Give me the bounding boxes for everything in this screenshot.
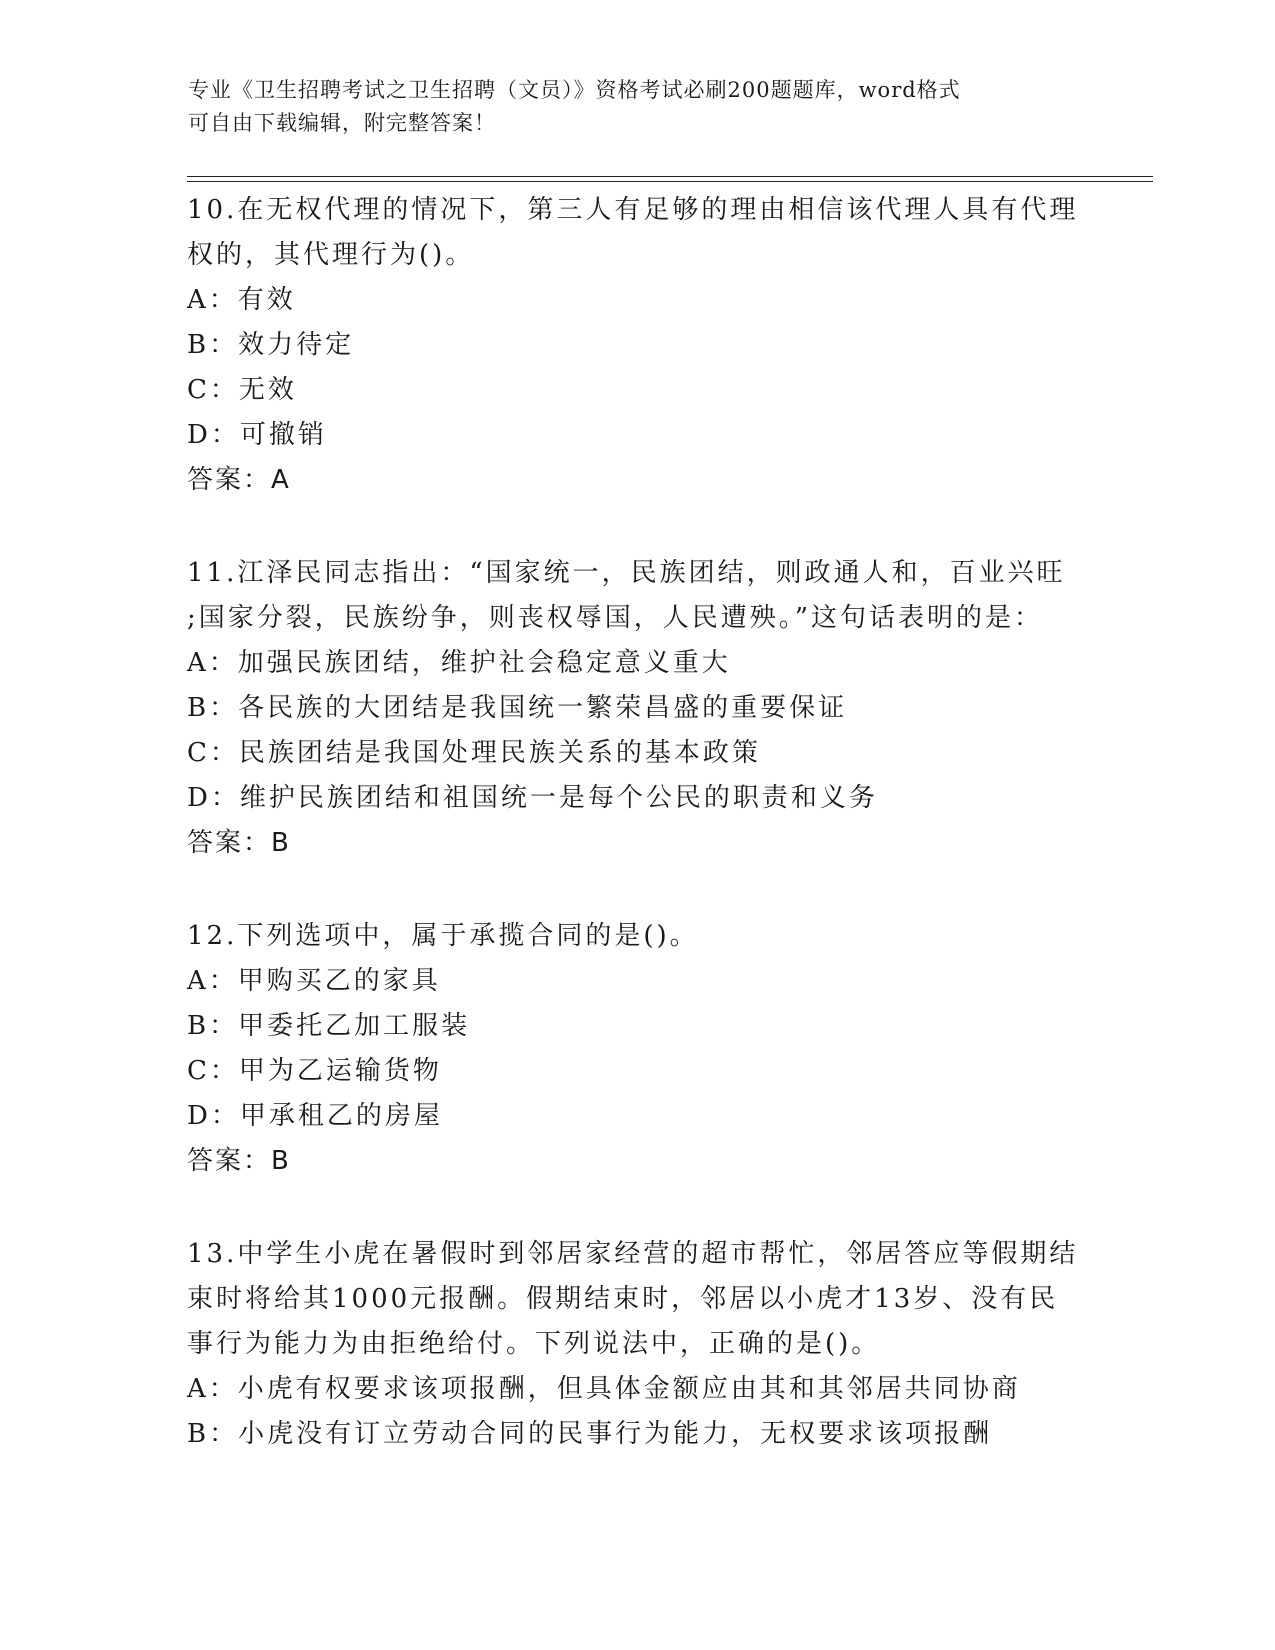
question-stem-line: 11.江泽民同志指出：“国家统一，民族团结，则政通人和，百业兴旺: [187, 558, 1066, 588]
question-13: [187, 1232, 1087, 1457]
question-10: [187, 188, 1087, 503]
answer-line: 答案：A: [187, 465, 291, 495]
option-a: A：有效: [187, 285, 296, 315]
header-divider: [187, 176, 1153, 182]
answer-line: 答案：B: [187, 1146, 291, 1176]
option-b: B：各民族的大团结是我国统一繁荣昌盛的重要保证: [187, 693, 848, 723]
option-c: C：甲为乙运输货物: [187, 1056, 442, 1086]
option-d: D：可撤销: [187, 420, 327, 450]
option-d: D：维护民族团结和祖国统一是每个公民的职责和义务: [187, 783, 878, 813]
question-list: [187, 188, 1087, 1505]
option-b: B：甲委托乙加工服装: [187, 1011, 471, 1041]
question-stem-line: 事行为能力为由拒绝给付。下列说法中，正确的是()。: [187, 1329, 881, 1359]
question-12: [187, 914, 1087, 1184]
question-stem-line: 权的，其代理行为()。: [187, 240, 475, 270]
document-header: [188, 74, 1068, 140]
header-line-2: 可自由下载编辑，附完整答案！: [188, 111, 496, 135]
question-11: [187, 551, 1087, 866]
option-a: A：甲购买乙的家具: [187, 966, 441, 996]
header-line-1: 专业《卫生招聘考试之卫生招聘（文员）》资格考试必刷200题题库，word格式: [188, 78, 961, 102]
option-a: A：小虎有权要求该项报酬，但具体金额应由其和其邻居共同协商: [187, 1374, 1021, 1404]
question-stem-line: 10.在无权代理的情况下，第三人有足够的理由相信该代理人具有代理: [187, 195, 1079, 225]
answer-line: 答案：B: [187, 828, 291, 858]
option-c: C：民族团结是我国处理民族关系的基本政策: [187, 738, 761, 768]
option-d: D：甲承租乙的房屋: [187, 1101, 443, 1131]
option-c: C：无效: [187, 375, 297, 405]
question-stem-line: 束时将给其1000元报酬。假期结束时，邻居以小虎才13岁、没有民: [187, 1284, 1059, 1314]
question-stem-line: 13.中学生小虎在暑假时到邻居家经营的超市帮忙，邻居答应等假期结: [187, 1239, 1079, 1269]
option-a: A：加强民族团结，维护社会稳定意义重大: [187, 648, 731, 678]
question-stem-line: ;国家分裂，民族纷争，则丧权辱国，人民遭殃。”这句话表明的是：: [187, 603, 1044, 633]
option-b: B：效力待定: [187, 330, 355, 360]
option-b: B：小虎没有订立劳动合同的民事行为能力，无权要求该项报酬: [187, 1419, 993, 1449]
question-stem-line: 12.下列选项中，属于承揽合同的是()。: [187, 921, 699, 951]
